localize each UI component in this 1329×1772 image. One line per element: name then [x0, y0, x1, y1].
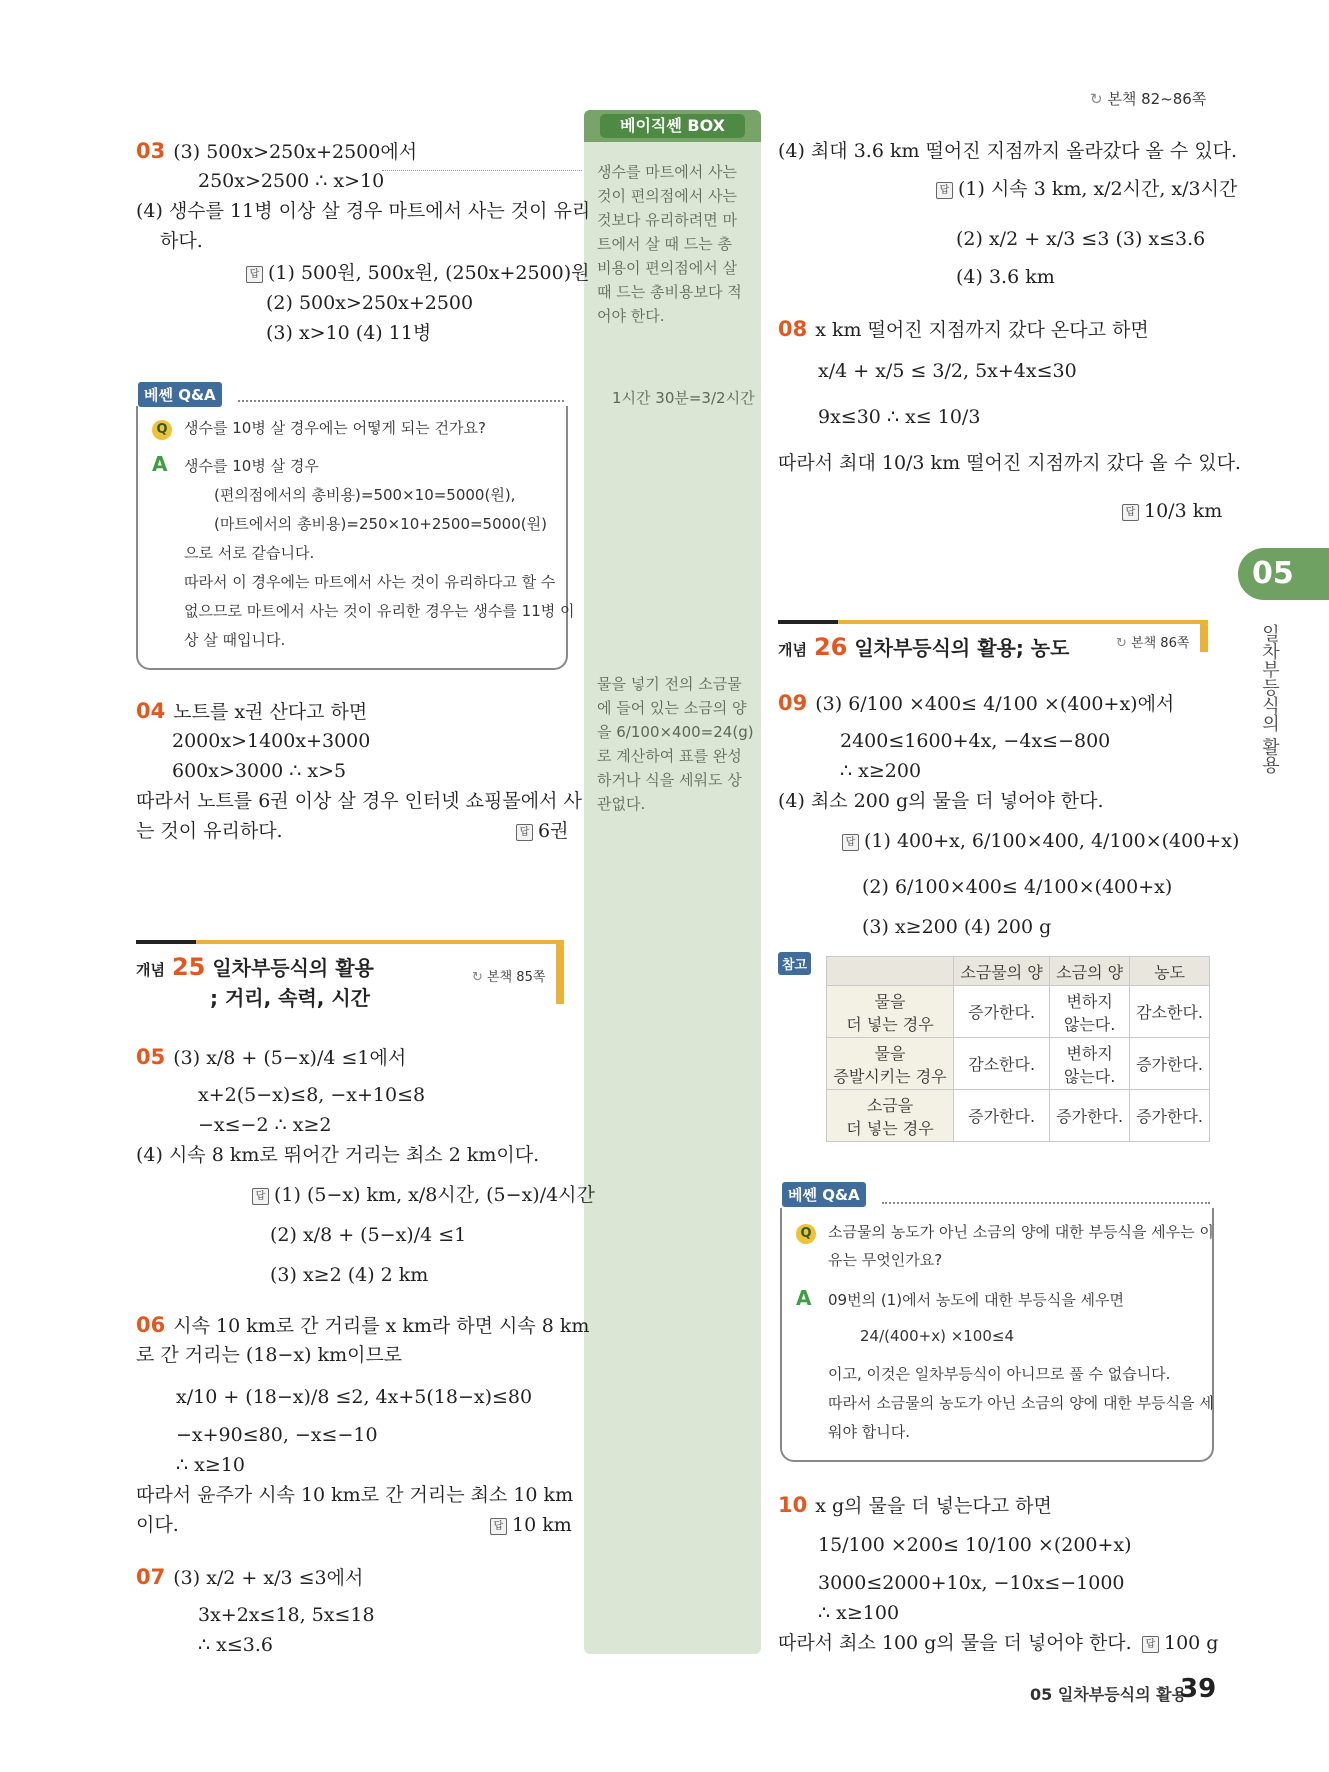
p10-line-1: 10 x g의 물을 더 넣는다고 하면: [778, 1493, 1052, 1517]
qa-answer-7: 상 살 때입니다.: [184, 631, 286, 649]
footer-chapter: 05 일차부등식의 활용: [1030, 1685, 1188, 1704]
p09-line-3: ∴ x≥200: [840, 760, 922, 782]
p07b-answer-1: 답 (1) 시속 3 km, x/2시간, x/3시간: [936, 176, 1237, 202]
qa-answer-2: (편의점에서의 총비용)=500×10=5000(원),: [214, 486, 516, 504]
chapter-tab: 05: [1238, 548, 1329, 600]
qa-question-1: Q 소금물의 농도가 아닌 소금의 양에 대한 부등식을 세우는 이: [796, 1218, 1214, 1246]
table-header-row: 소금물의 양 소금의 양 농도: [827, 957, 1210, 986]
p10-line-2: 15/100 ×200≤ 10/100 ×(200+x): [818, 1534, 1132, 1556]
concept-25-subtitle: ; 거리, 속력, 시간: [210, 986, 371, 1010]
question-icon: Q: [152, 420, 172, 440]
qa-answer-4: 따라서 소금물의 농도가 아닌 소금의 양에 대한 부등식을 세: [828, 1394, 1214, 1412]
chapter-tab-title: 일차부등식의 활용: [1259, 624, 1280, 774]
p06-answer: 답 10 km: [490, 1512, 572, 1538]
p05-line-3: −x≤−2 ∴ x≥2: [198, 1114, 332, 1136]
p10-line-3: 3000≤2000+10x, −10x≤−1000: [818, 1572, 1125, 1594]
answer-a-icon: A: [796, 1286, 812, 1310]
p03-line-2: 250x>2500 ∴ x>10: [198, 170, 385, 192]
answer-a-icon: A: [152, 452, 168, 476]
qa-answer-4: 으로 서로 같습니다.: [184, 544, 315, 562]
concept-bar: [778, 620, 1208, 624]
concept-25-title: 개념 25 일차부등식의 활용: [136, 953, 374, 981]
dotted-leader: [382, 170, 582, 171]
p05-answer-1: 답 (1) (5−x) km, x/8시간, (5−x)/4시간: [252, 1182, 595, 1208]
box-note-1: 생수를 마트에서 사는 것이 편의점에서 사는 것보다 유리하려면 마 트에서 살 때 드는 총 비용이 편의점에서 살 때 드는 총비용보다 적 어야 한다.: [597, 163, 742, 325]
p03-answer-3: (3) x>10 (4) 11병: [266, 322, 432, 344]
p04-answer: 답 6권: [516, 818, 568, 844]
table-row: 물을 더 넣는 경우 증가한다. 변하지 않는다. 감소한다.: [827, 986, 1210, 1038]
p08-answer: 답 10/3 km: [1122, 498, 1222, 524]
concept-26-title: 개념 26 일차부등식의 활용; 농도: [778, 633, 1070, 661]
p04-line-3: 600x>3000 ∴ x>5: [172, 760, 347, 782]
qa-answer-5: 따라서 이 경우에는 마트에서 사는 것이 유리하다고 할 수: [184, 573, 556, 591]
p09-line-2: 2400≤1600+4x, −4x≤−800: [840, 730, 1111, 752]
p05-answer-2: (2) x/8 + (5−x)/4 ≤1: [270, 1224, 467, 1246]
reference-label: 참고: [778, 952, 811, 975]
p08-line-4: 따라서 최대 10/3 km 떨어진 지점까지 갔다 올 수 있다.: [778, 452, 1241, 474]
p07-line-2: 3x+2x≤18, 5x≤18: [198, 1604, 375, 1626]
qa-dotted-line: [882, 1202, 1210, 1204]
concept-25-ref: ↻ 본책 85쪽: [472, 970, 546, 985]
qa-label: 베쎈 Q&A: [782, 1182, 866, 1207]
p04-line-1: 04 노트를 x권 산다고 하면: [136, 699, 368, 723]
p10-line-5: 따라서 최소 100 g의 물을 더 넣어야 한다.: [778, 1632, 1132, 1654]
p09-line-1: 09 (3) 6/100 ×400≤ 4/100 ×(400+x)에서: [778, 691, 1175, 715]
concept-26-ref: ↻ 본책 86쪽: [1116, 636, 1190, 651]
qa-question: Q 생수를 10병 살 경우에는 어떻게 되는 건가요?: [152, 414, 486, 442]
p09-answer-3: (3) x≥200 (4) 200 g: [862, 916, 1052, 938]
answer-icon: 답: [246, 266, 263, 283]
p06-line-1: 06 시속 10 km로 간 거리를 x km라 하면 시속 8 km: [136, 1313, 590, 1337]
p08-line-1: 08 x km 떨어진 지점까지 갔다 온다고 하면: [778, 317, 1149, 341]
p03-answer-1: 답 (1) 500원, 500x원, (250x+2500)원: [246, 260, 590, 286]
p09-answer-1: 답 (1) 400+x, 6/100×400, 4/100×(400+x): [842, 828, 1239, 854]
p06-line-6: 따라서 윤주가 시속 10 km로 간 거리는 최소 10 km: [136, 1484, 574, 1506]
p08-line-3: 9x≤30 ∴ x≤ 10/3: [818, 406, 981, 428]
qa-answer-3: (마트에서의 총비용)=250×10+2500=5000(원): [214, 515, 547, 533]
qa-answer-2: 24/(400+x) ×100≤4: [860, 1327, 1014, 1345]
p03-line-3: (4) 생수를 11병 이상 살 경우 마트에서 사는 것이 유리: [136, 200, 591, 222]
concentration-table: [826, 956, 1210, 1142]
box-note-3: 물을 넣기 전의 소금물 에 들어 있는 소금의 양 을 6/100×400=24(g) 로 계산하여 표를 완성 하거나 식을 세워도 상 관없다.: [597, 675, 754, 813]
refresh-icon: ↻: [1090, 90, 1103, 108]
p06-line-5: ∴ x≥10: [176, 1454, 245, 1476]
refresh-icon: ↻: [1116, 636, 1127, 651]
qa-label: 베쎈 Q&A: [138, 382, 222, 407]
p07b-answer-3: (4) 3.6 km: [956, 266, 1055, 288]
refresh-icon: ↻: [472, 970, 483, 985]
qa-answer-5: 워야 합니다.: [828, 1423, 910, 1441]
p05-line-1: 05 (3) x/8 + (5−x)/4 ≤1에서: [136, 1045, 407, 1069]
concept-bar: [136, 940, 564, 944]
p10-answer: 답 100 g: [1142, 1630, 1218, 1656]
p07-line-1: 07 (3) x/2 + x/3 ≤3에서: [136, 1565, 364, 1589]
p06-line-7: 이다.: [136, 1514, 179, 1536]
p06-line-4: −x+90≤80, −x≤−10: [176, 1424, 378, 1446]
qa-question-2: 유는 무엇인가요?: [828, 1251, 943, 1269]
p10-line-4: ∴ x≥100: [818, 1602, 900, 1624]
p07-line-3: ∴ x≤3.6: [198, 1634, 273, 1656]
page-ref: ↻ 본책 82~86쪽: [1090, 90, 1207, 108]
p09-line-4: (4) 최소 200 g의 물을 더 넣어야 한다.: [778, 790, 1104, 812]
p04-line-5: 는 것이 유리하다.: [136, 820, 283, 842]
p06-line-2: 로 간 거리는 (18−x) km이므로: [136, 1344, 403, 1366]
p06-line-3: x/10 + (18−x)/8 ≤2, 4x+5(18−x)≤80: [176, 1386, 533, 1408]
p09-answer-2: (2) 6/100×400≤ 4/100×(400+x): [862, 876, 1173, 898]
qa-answer-1: A 생수를 10병 살 경우: [152, 452, 319, 476]
p07b-answer-2: (2) x/2 + x/3 ≤3 (3) x≤3.6: [956, 228, 1206, 250]
p04-line-4: 따라서 노트를 6권 이상 살 경우 인터넷 쇼핑몰에서 사: [136, 790, 582, 812]
qa-answer-1: A 09번의 (1)에서 농도에 대한 부등식을 세우면: [796, 1286, 1125, 1310]
p03-line-1: 03 (3) 500x>250x+2500에서: [136, 139, 418, 163]
p07b-line-1: (4) 최대 3.6 km 떨어진 지점까지 올라갔다 올 수 있다.: [778, 140, 1238, 162]
p05-answer-3: (3) x≥2 (4) 2 km: [270, 1264, 429, 1286]
table-row: 소금을 더 넣는 경우 증가한다. 증가한다. 증가한다.: [827, 1090, 1210, 1142]
p03-answer-2: (2) 500x>250x+2500: [266, 292, 474, 314]
concept-bar-corner: [556, 940, 564, 1004]
concept-bar-corner: [1200, 620, 1208, 652]
page-number: 39: [1180, 1674, 1217, 1704]
question-icon: Q: [796, 1224, 816, 1244]
p04-line-2: 2000x>1400x+3000: [172, 730, 371, 752]
qa-dotted-line: [238, 400, 564, 402]
p03-line-4: 하다.: [160, 230, 203, 252]
basic-box-title: 베이직쎈 BOX: [600, 114, 745, 138]
p08-line-2: x/4 + x/5 ≤ 3/2, 5x+4x≤30: [818, 360, 1077, 382]
p05-line-2: x+2(5−x)≤8, −x+10≤8: [198, 1084, 426, 1106]
qa-answer-3: 이고, 이것은 일차부등식이 아니므로 풀 수 없습니다.: [828, 1365, 1171, 1383]
qa-answer-6: 없으므로 마트에서 사는 것이 유리한 경우는 생수를 11병 이: [184, 602, 575, 620]
p05-line-4: (4) 시속 8 km로 뛰어간 거리는 최소 2 km이다.: [136, 1144, 540, 1166]
table-row: 물을 증발시키는 경우 감소한다. 변하지 않는다. 증가한다.: [827, 1038, 1210, 1090]
problem-number: 03: [136, 139, 166, 163]
basic-box: [584, 110, 761, 1654]
box-note-2: 1시간 30분=3/2시간: [612, 389, 755, 407]
